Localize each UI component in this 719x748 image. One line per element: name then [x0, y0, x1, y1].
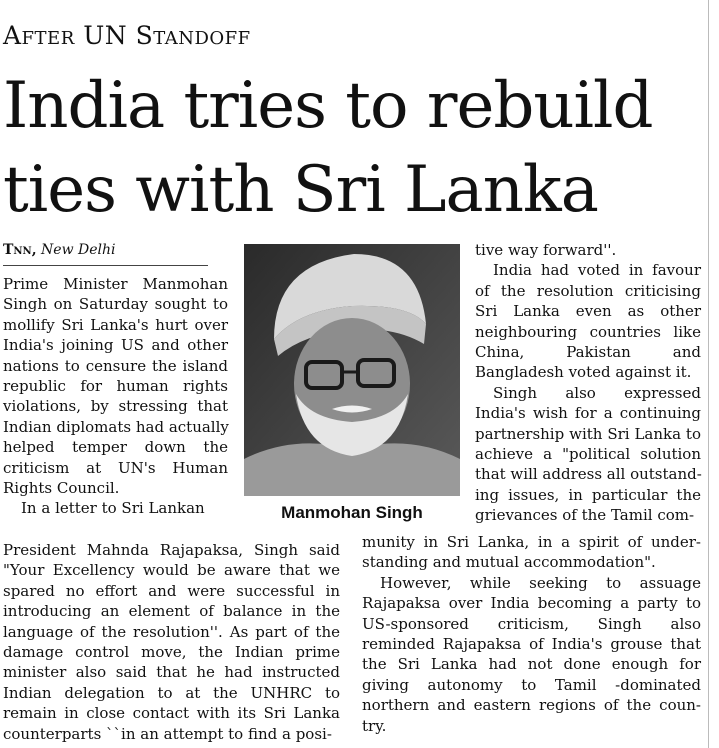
text-line: northern and eastern regions of the coun- [362, 696, 701, 715]
photo-caption: Manmohan Singh [281, 503, 423, 522]
text-line: minister also said that he had instructed [3, 663, 340, 682]
text-line: tive way forward''. [475, 241, 617, 259]
text-line: damage control move, the Indian prime [3, 642, 340, 661]
text-line: India's joining US and other [3, 336, 228, 355]
text-line: language of the resolution''. As part of the [3, 622, 340, 641]
text-line: Rights Council. [3, 478, 120, 497]
text-line: Sri Lanka even as other [475, 302, 701, 321]
portrait-photo [244, 244, 460, 496]
text-line: mollify Sri Lanka's hurt over [3, 315, 228, 334]
text-line: Bangladesh voted against it. [475, 363, 692, 382]
text-line: President Mahnda Rajapaksa, Singh said [3, 541, 340, 559]
headline [3, 64, 715, 232]
text-line: Prime Minister Manmohan [3, 275, 228, 293]
text-line: "Your Excellency would be aware that we [3, 561, 340, 580]
article-column-1 [3, 274, 228, 519]
text-line: the Sri Lanka had not done enough for [362, 655, 701, 674]
portrait-illustration [244, 244, 460, 496]
text-line: criticism at UN's Human [3, 458, 228, 477]
byline-rule [3, 265, 208, 266]
text-line: neighbouring countries like [475, 322, 701, 341]
text-line: Singh on Saturday sought to [3, 295, 228, 314]
text-line: munity in Sri Lanka, in a spirit of under- [362, 533, 701, 551]
text-line: Indian delegation to at the UNHRC to [3, 683, 340, 702]
text-line: remain in close contact with its Sri Lanka [3, 704, 340, 723]
text-line: counterparts ``in an attempt to find a posi- [3, 724, 332, 743]
text-line: helped temper down the [3, 438, 228, 457]
text-line: giving autonomy to Tamil -dominated [362, 675, 701, 694]
text-line: standing and mutual accommodation". [362, 553, 656, 572]
text-line: nations to censure the island [3, 356, 228, 375]
byline-agency: Tnn, [3, 242, 37, 258]
text-line: introducing an element of balance in the [3, 602, 340, 621]
text-line: However, while seeking to assuage [380, 573, 701, 592]
text-line: grievances of the Tamil com- [475, 506, 695, 525]
headline-line-2: ties with Sri Lanka [3, 153, 598, 227]
text-line: republic for human rights [3, 376, 228, 395]
text-line: try. [362, 716, 387, 735]
headline-line-1: India tries to rebuild [3, 69, 653, 143]
text-line: spared no effort and were successful in [3, 581, 340, 600]
article-column-3 [475, 240, 701, 525]
text-line: violations, by stressing that [3, 397, 228, 416]
text-line: partnership with Sri Lanka to [475, 424, 701, 443]
article-column-1-continued [3, 540, 340, 744]
text-line: that will address all outstand- [475, 465, 702, 484]
kicker: After UN Standoff [3, 21, 251, 50]
text-line: China, Pakistan and [475, 342, 701, 361]
text-line: In a letter to Sri Lankan [21, 499, 205, 518]
text-line: achieve a "political solution [475, 444, 701, 463]
byline-place: New Delhi [41, 242, 116, 258]
text-line: of the resolution criticising [475, 281, 701, 300]
article-column-3-continued [362, 532, 701, 736]
text-line: reminded Rajapaksa of India's grouse that [362, 634, 701, 653]
text-line: Indian diplomats had actually [3, 417, 229, 436]
byline [3, 241, 115, 259]
text-line: US-sponsored criticism, Singh also [362, 614, 701, 633]
text-line: India's wish for a continuing [475, 404, 701, 423]
text-line: India had voted in favour [493, 261, 701, 280]
text-line: ing issues, in particular the [475, 485, 701, 504]
text-line: Rajapaksa over India becoming a party to [362, 594, 701, 613]
text-line: Singh also expressed [493, 383, 701, 402]
